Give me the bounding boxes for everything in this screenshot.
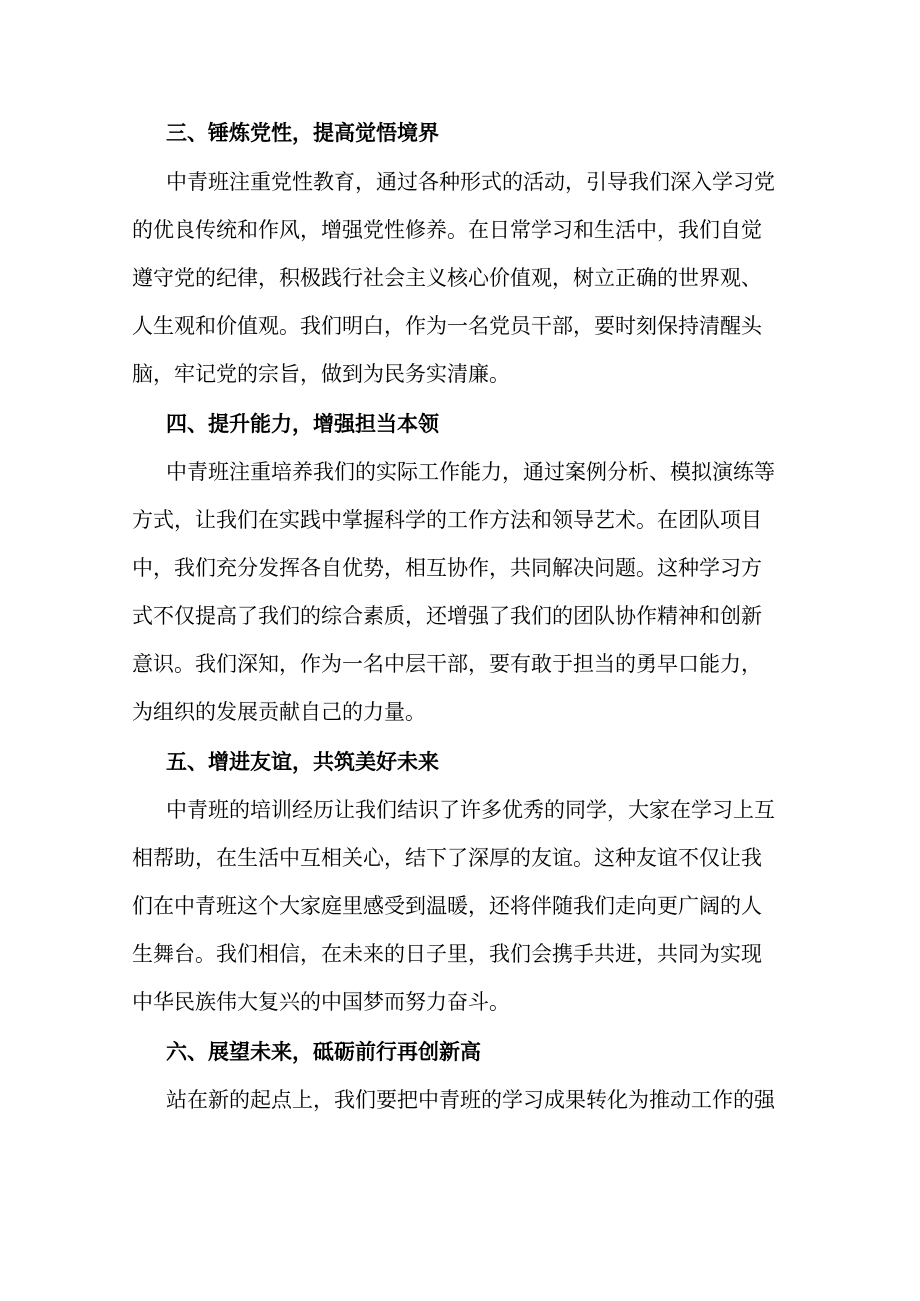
- paragraph-line: 人生观和价值观。我们明白，作为一名党员干部，要时刻保持清醒头: [132, 314, 762, 338]
- paragraph-line: 式不仅提高了我们的综合素质，还增强了我们的团队协作精神和创新: [132, 604, 762, 628]
- paragraph-line: 方式，让我们在实践中掌握科学的工作方法和领导艺术。在团队项目: [132, 508, 762, 532]
- paragraph-line: 脑，牢记党的宗旨，做到为民务实清廉。: [132, 362, 510, 386]
- paragraph-line: 站在新的起点上，我们要把中青班的学习成果转化为推动工作的强: [166, 1088, 775, 1112]
- paragraph-line: 为组织的发展贡献自己的力量。: [132, 700, 426, 724]
- paragraph-line: 中华民族伟大复兴的中国梦而努力奋斗。: [132, 990, 510, 1014]
- paragraph-line: 意识。我们深知，作为一名中层干部，要有敢于担当的勇早口能力，: [132, 652, 762, 676]
- section-heading-5: 五、增进友谊，共筑美好未来: [166, 750, 439, 774]
- paragraph-line: 相帮助，在生活中互相关心，结下了深厚的友谊。这种友谊不仅让我: [132, 846, 762, 870]
- section-heading-3: 三、锤炼党性，提高觉悟境界: [166, 121, 439, 145]
- paragraph-line: 中青班的培训经历让我们结识了许多优秀的同学，大家在学习上互: [166, 798, 775, 822]
- paragraph-line: 生舞台。我们相信，在未来的日子里，我们会携手共进，共同为实现: [132, 942, 762, 966]
- paragraph-line: 的优良传统和作风，增强党性修养。在日常学习和生活中，我们自觉: [132, 218, 762, 242]
- paragraph-line: 中，我们充分发挥各自优势，相互协作，共同解决问题。这种学习方: [132, 556, 762, 580]
- section-heading-6: 六、展望未来，砥砺前行再创新高: [166, 1040, 481, 1064]
- paragraph-line: 遵守党的纪律，积极践行社会主义核心价值观，树立正确的世界观、: [132, 266, 762, 290]
- section-heading-4: 四、提升能力，增强担当本领: [166, 412, 439, 436]
- paragraph-line: 中青班注重培养我们的实际工作能力，通过案例分析、模拟演练等: [166, 460, 775, 484]
- paragraph-line: 中青班注重党性教育，通过各种形式的活动，引导我们深入学习党: [166, 170, 775, 194]
- paragraph-line: 们在中青班这个大家庭里感受到温暖，还将伴随我们走向更广阔的人: [132, 894, 762, 918]
